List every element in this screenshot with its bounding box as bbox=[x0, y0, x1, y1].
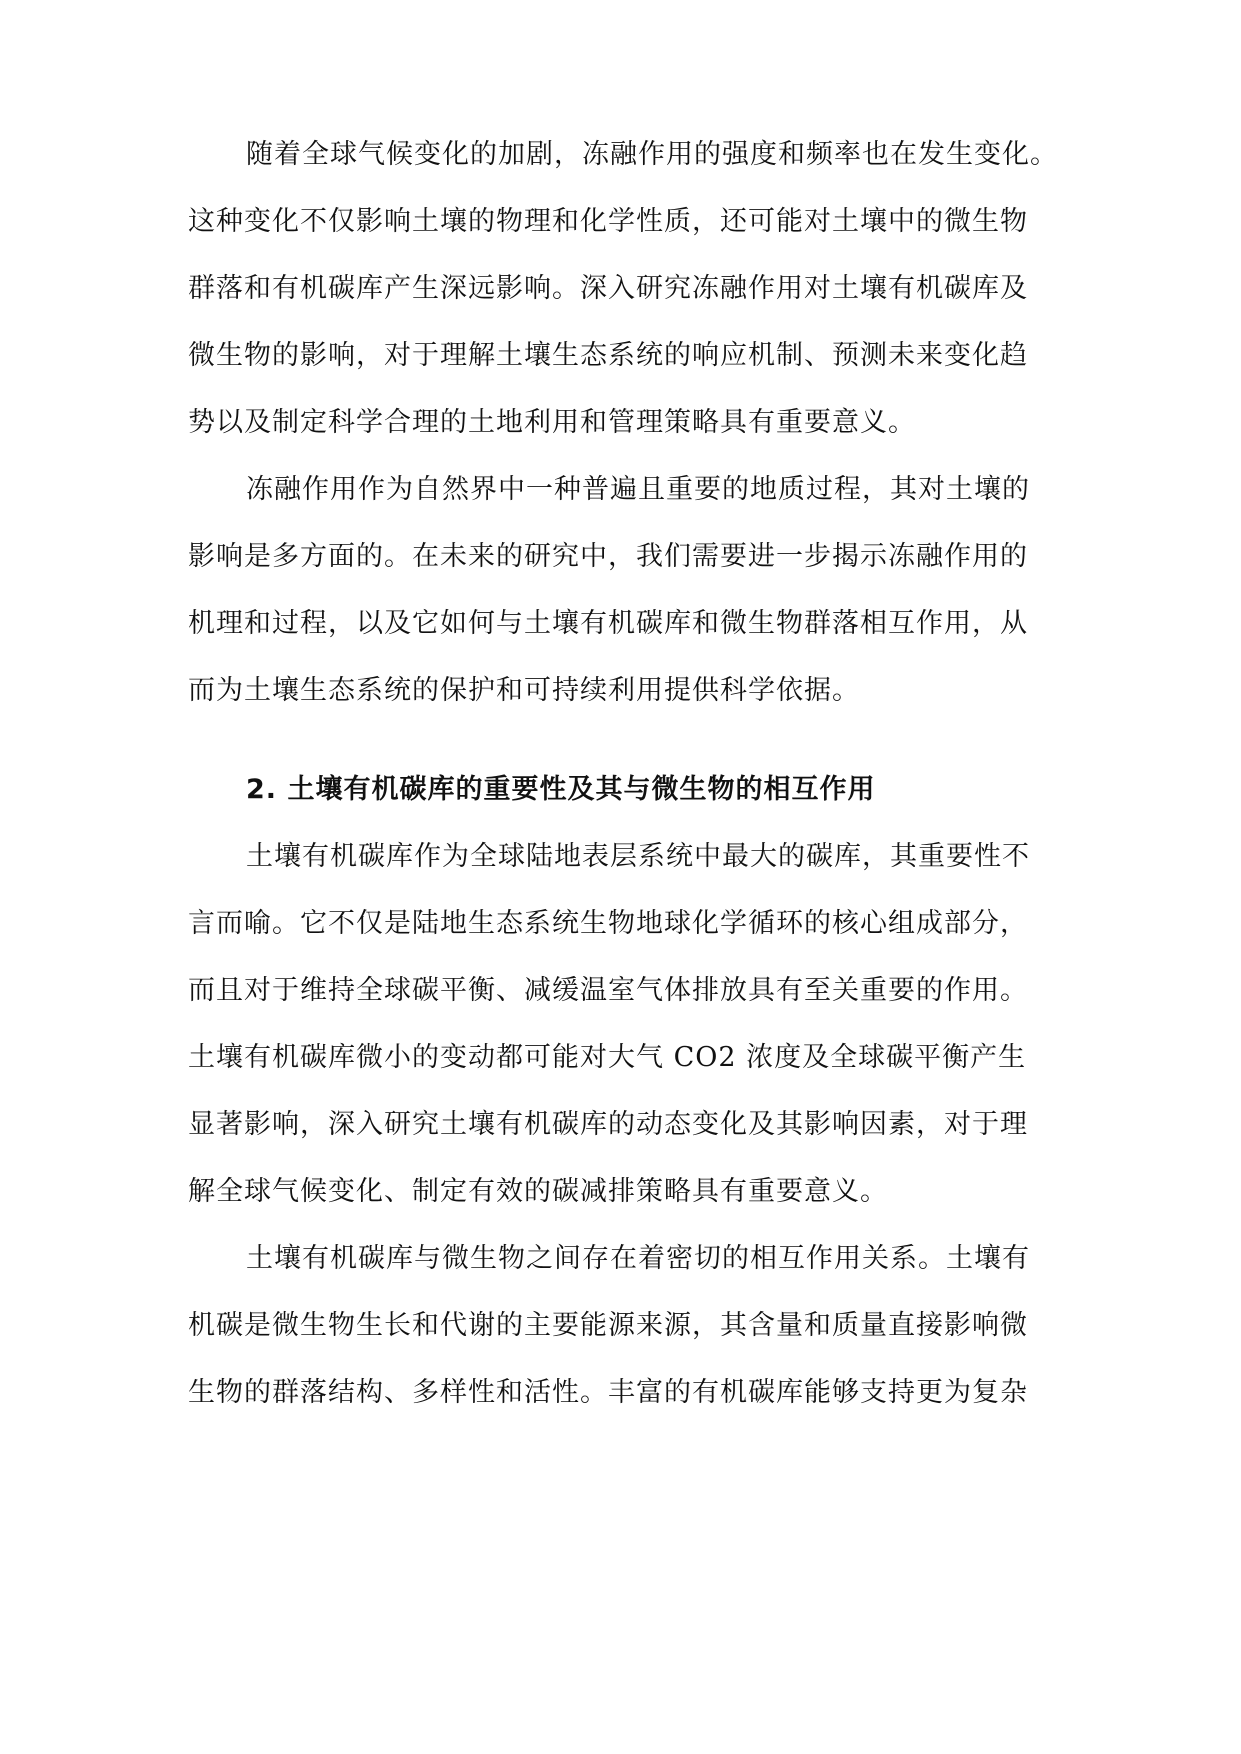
paragraph-3-line-5: 显著影响，深入研究土壤有机碳库的动态变化及其影响因素，对于理 bbox=[188, 1109, 1028, 1140]
paragraph-3-line-3: 而且对于维持全球碳平衡、减缓温室气体排放具有至关重要的作用。 bbox=[188, 975, 1028, 1006]
paragraph-4-line-1: 土壤有机碳库与微生物之间存在着密切的相互作用关系。土壤有 bbox=[246, 1243, 1030, 1274]
paragraph-1-line-3: 群落和有机碳库产生深远影响。深入研究冻融作用对土壤有机碳库及 bbox=[188, 273, 1028, 304]
paragraph-3-line-6: 解全球气候变化、制定有效的碳减排策略具有重要意义。 bbox=[188, 1176, 888, 1207]
section-heading: 2. 土壤有机碳库的重要性及其与微生物的相互作用 bbox=[246, 774, 876, 805]
paragraph-3-line-4: 土壤有机碳库微小的变动都可能对大气 CO2 浓度及全球碳平衡产生 bbox=[188, 1042, 1027, 1073]
paragraph-1-line-4: 微生物的影响，对于理解土壤生态系统的响应机制、预测未来变化趋 bbox=[188, 340, 1028, 371]
paragraph-1-line-5: 势以及制定科学合理的土地利用和管理策略具有重要意义。 bbox=[188, 407, 916, 438]
paragraph-2-line-1: 冻融作用作为自然界中一种普遍且重要的地质过程，其对土壤的 bbox=[246, 474, 1030, 505]
paragraph-2-line-4: 而为土壤生态系统的保护和可持续利用提供科学依据。 bbox=[188, 675, 860, 706]
paragraph-2-line-3: 机理和过程，以及它如何与土壤有机碳库和微生物群落相互作用，从 bbox=[188, 608, 1028, 639]
paragraph-3-line-1: 土壤有机碳库作为全球陆地表层系统中最大的碳库，其重要性不 bbox=[246, 841, 1030, 872]
paragraph-4-line-2: 机碳是微生物生长和代谢的主要能源来源，其含量和质量直接影响微 bbox=[188, 1310, 1028, 1341]
paragraph-3-line-2: 言而喻。它不仅是陆地生态系统生物地球化学循环的核心组成部分， bbox=[188, 908, 1028, 939]
paragraph-4-line-3: 生物的群落结构、多样性和活性。丰富的有机碳库能够支持更为复杂 bbox=[188, 1377, 1028, 1408]
paragraph-1-line-1: 随着全球气候变化的加剧，冻融作用的强度和频率也在发生变化。 bbox=[246, 139, 1058, 170]
paragraph-1-line-2: 这种变化不仅影响土壤的物理和化学性质，还可能对土壤中的微生物 bbox=[188, 206, 1028, 237]
paragraph-2-line-2: 影响是多方面的。在未来的研究中，我们需要进一步揭示冻融作用的 bbox=[188, 541, 1028, 572]
